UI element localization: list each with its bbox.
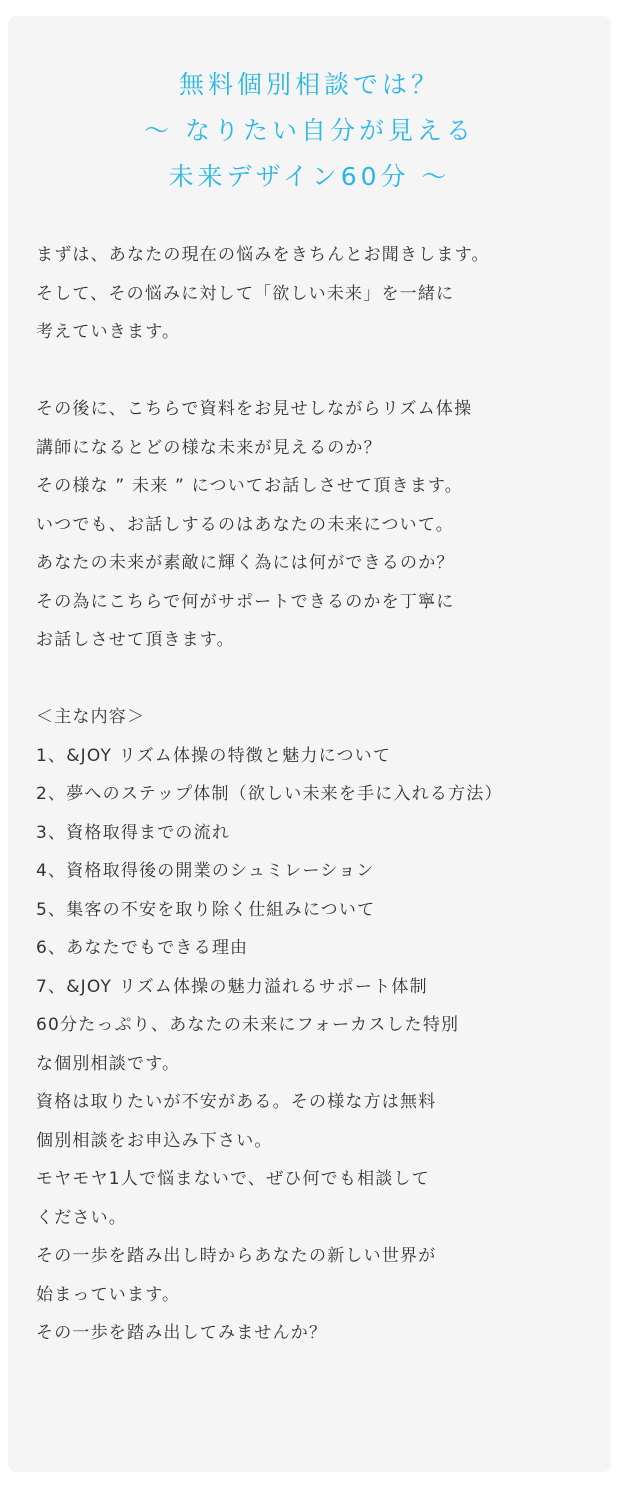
text-line: その後に、こちらで資料をお見せしながらリズム体操 [36,399,473,419]
heading-line: 無料個別相談では？ [178,70,440,99]
text-line: な個別相談です。 [36,1053,181,1074]
closing-paragraph [36,1006,606,1353]
text-line: そして、その悩みに対して「欲しい未来」を一緒に [36,283,455,304]
text-line: 個別相談をお申込み下さい。 [36,1130,273,1151]
text-line: あなたの未来が素敵に輝く為には何ができるのか？ [36,553,455,573]
list-item: 2、夢へのステップ体制（欲しい未来を手に入れる方法） [36,784,503,804]
intro-paragraph [36,236,606,352]
text-line: 考えていきます。 [36,322,181,342]
list-item: 4、資格取得後の開業のシュミレーション [36,861,375,881]
text-line: 講師になるとどの様な未来が見えるのか？ [36,437,382,458]
paragraph-spacer [36,660,606,699]
text-line: まずは、あなたの現在の悩みをきちんとお聞きします。 [36,245,490,265]
section-heading [8,62,611,200]
text-line: 始まっています。 [36,1284,181,1305]
text-line: その様な ” 未来 ” についてお話しさせて頂きます。 [36,476,463,496]
list-item: 6、あなたでもできる理由 [36,938,249,958]
paragraph-spacer [36,352,606,391]
list-item: 5、集客の不安を取り除く仕組みについて [36,899,376,920]
contents-title: ＜主な内容＞ [36,707,146,727]
consultation-description [36,236,606,1353]
text-line: 資格は取りたいが不安がある。その様な方は無料 [36,1092,437,1112]
contents-list [36,698,606,1006]
text-line: その為にこちらで何がサポートできるのかを丁寧に [36,591,455,612]
text-line: その一歩を踏み出してみませんか？ [36,1323,328,1343]
list-item: 7、&JOY リズム体操の魅力溢れるサポート体制 [36,976,428,997]
heading-line: ～ なりたい自分が見える [144,116,475,145]
text-line: いつでも、お話しするのはあなたの未来について。 [36,514,454,535]
text-line: お話しさせて頂きます。 [36,630,235,650]
heading-line: 未来デザイン60分 ～ [168,162,451,191]
list-item: 1、&JOY リズム体操の特徴と魅力について [36,745,392,766]
text-line: その一歩を踏み出し時からあなたの新しい世界が [36,1246,437,1266]
list-item: 3、資格取得までの流れ [36,822,231,843]
text-line: 60分たっぷり、あなたの未来にフォーカスした特別 [36,1015,460,1035]
explanation-paragraph [36,390,606,660]
consultation-card [8,16,611,1472]
text-line: モヤモヤ1人で悩まないで、ぜひ何でも相談して [36,1169,430,1189]
text-line: ください。 [36,1207,127,1228]
